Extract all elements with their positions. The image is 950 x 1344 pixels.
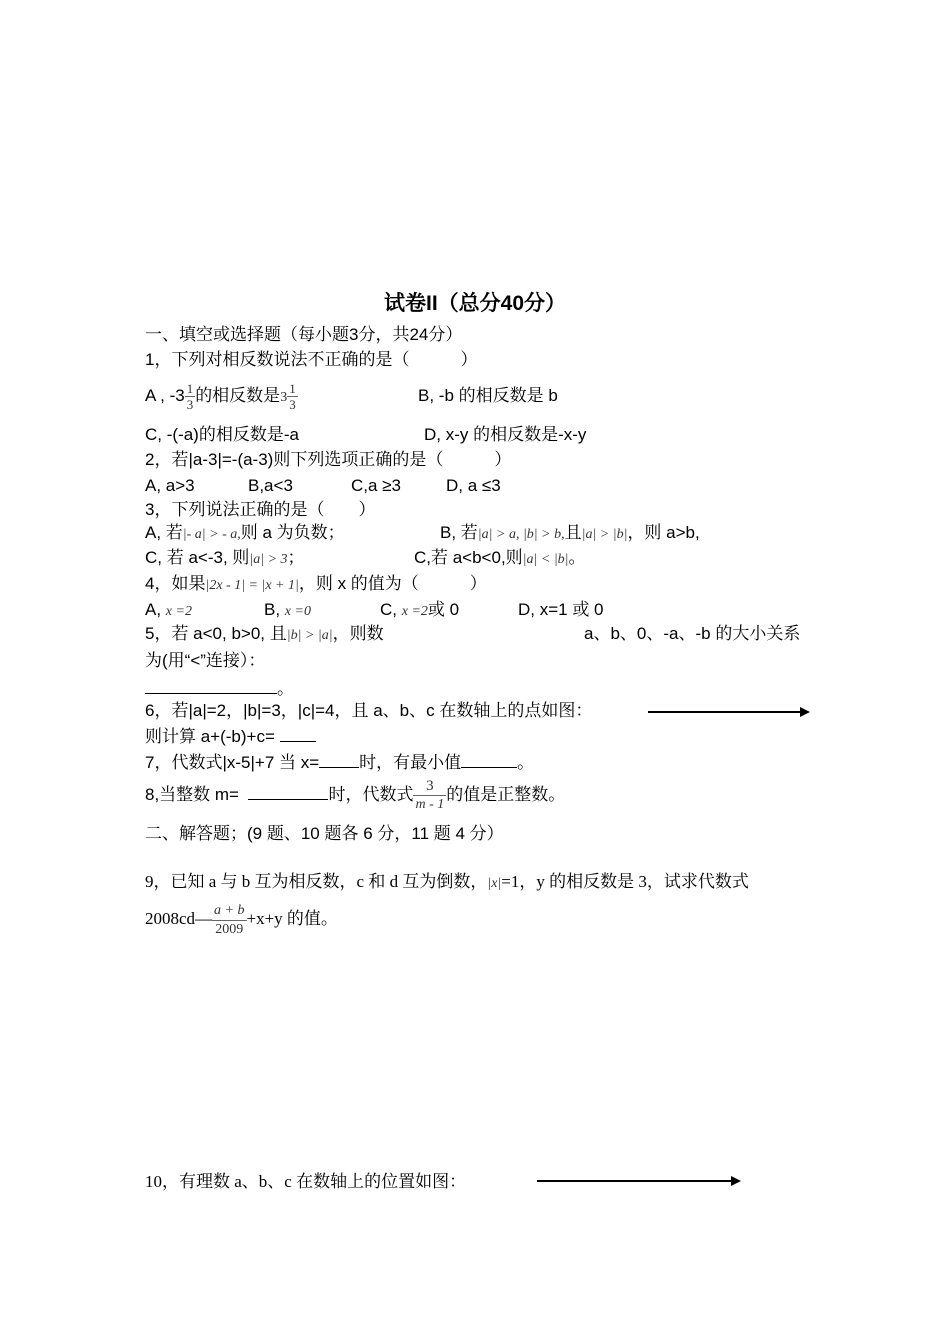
- q3-c-prefix: C, 若 a<-3, 则: [145, 548, 250, 567]
- q8-frac-den: m - 1: [415, 797, 445, 813]
- q3-d-prefix: C,若 a<b<0,则: [414, 548, 523, 567]
- q4-c-suffix: 或 0: [427, 600, 460, 619]
- q3-c-math: |a| > 3: [249, 552, 288, 567]
- q7-prefix: 7，代数式|x-5|+7 当 x=: [145, 753, 320, 772]
- q6-prompt: 则计算 a+(-b)+c=: [145, 727, 275, 746]
- question-10: 10，有理数 a、b、c 在数轴上的位置如图：: [145, 1172, 467, 1191]
- question-6-line-2: [145, 724, 316, 748]
- number-line-arrow-q6: [648, 711, 808, 713]
- question-5-line-1: [145, 623, 384, 647]
- q3-a-math: |- a| > - a,: [182, 527, 241, 542]
- question-1-option-d: D, x-y 的相反数是-x-y: [424, 425, 587, 444]
- q5-end: 。: [277, 679, 294, 698]
- q8-mid: 时，代数式: [328, 785, 414, 804]
- q3-d-math: |a| < |b|: [522, 552, 569, 567]
- question-2-stem: 2，若|a-3|=-(a-3)则下列选项正确的是（ ）: [145, 450, 512, 469]
- question-3-option-a: [145, 522, 345, 546]
- q8-prefix: 8,当整数 m=: [145, 785, 239, 804]
- q8-fraction: [413, 777, 446, 814]
- q3-a-prefix: A, 若: [145, 523, 183, 542]
- question-1-option-c: C, -(-a)的相反数是-a: [145, 425, 299, 444]
- question-1-option-a: [145, 379, 298, 415]
- q5-suffix: ，则数: [332, 624, 384, 643]
- question-4-option-b: [264, 599, 311, 623]
- question-4-stem: [145, 573, 487, 597]
- q9-line2-suffix: +x+y 的值。: [246, 909, 338, 928]
- question-4-option-a: [145, 599, 192, 623]
- q9-frac-den: 2009: [212, 920, 246, 939]
- q9-frac-num: a + b: [214, 902, 245, 918]
- q8-m-blank[interactable]: [248, 775, 328, 800]
- q3-a-suffix: 则 a 为负数；: [240, 523, 345, 542]
- question-2-option-c: C,a ≥3: [351, 476, 401, 495]
- q4-c-prefix: C,: [380, 600, 397, 619]
- q9-suffix: =1，y 的相反数是 3，试求代数式: [501, 872, 749, 891]
- q1-a-frac2-num: 1: [289, 381, 296, 397]
- q5-math: |b| > |a|: [286, 628, 333, 643]
- question-5-line-1-right: a、b、0、-a、-b 的大小关系: [584, 624, 801, 643]
- q4-stem-math: |2x - 1| = |x + 1|: [205, 578, 299, 593]
- q3-b-prefix: B, 若: [440, 523, 478, 542]
- q5-answer-blank[interactable]: [145, 676, 277, 694]
- question-9-line-1: [145, 871, 749, 895]
- q7-end: 。: [517, 753, 535, 772]
- question-6-line-1: 6，若|a|=2，|b|=3，|c|=4，且 a、b、c 在数轴上的点如图：: [145, 701, 593, 720]
- question-5-answer-line: [145, 676, 294, 700]
- question-8: [145, 775, 565, 815]
- q7-min-blank[interactable]: [461, 750, 517, 768]
- q1-a-fraction: [185, 381, 196, 412]
- q7-mid: 时，有最小值: [359, 753, 462, 772]
- q4-b-math: x =0: [284, 604, 311, 619]
- question-4-option-c: [380, 599, 459, 623]
- q8-suffix: 的值是正整数。: [446, 785, 566, 804]
- q9-fraction: [212, 902, 246, 939]
- q1-a-mid: 的相反数是: [195, 386, 281, 405]
- q4-c-math: x =2: [401, 604, 428, 619]
- q1-a-frac-den: 3: [186, 397, 194, 413]
- question-3-option-c: [145, 547, 305, 571]
- q4-b-prefix: B,: [264, 600, 281, 619]
- question-3-stem: 3，下列说法正确的是（ ）: [145, 500, 376, 519]
- q6-answer-blank[interactable]: [280, 724, 316, 742]
- question-2-option-b: B,a<3: [248, 476, 293, 495]
- question-3-option-d: [414, 547, 586, 571]
- question-9-line-2: [145, 898, 338, 940]
- q3-b-math-2: |a| > |b|: [581, 527, 628, 542]
- number-line-arrow-q10: [537, 1180, 739, 1182]
- question-3-option-b: [440, 522, 700, 546]
- q3-d-suffix: 。: [568, 548, 586, 567]
- q1-a-int: 3: [280, 390, 288, 405]
- q9-math: |x|: [487, 876, 502, 891]
- q3-b-math: |a| > a, |b| > b,: [477, 527, 565, 542]
- section-1-heading: 一、填空或选择题（每小题3分，共24分）: [145, 325, 463, 344]
- q8-frac-num: 3: [426, 778, 434, 795]
- question-1-option-b: B, -b 的相反数是 b: [418, 386, 558, 405]
- q4-a-prefix: A,: [145, 600, 162, 619]
- question-5-line-2: 为(用“<”连接）：: [145, 651, 266, 670]
- q9-line2-prefix: 2008cd—: [145, 909, 213, 928]
- q4-stem-suffix: ，则 x 的值为（ ）: [298, 574, 487, 593]
- question-1-stem: 1，下列对相反数说法不正确的是（ ）: [145, 350, 478, 369]
- q3-c-suffix: ；: [287, 548, 305, 567]
- q3-b-suffix: ，则 a>b,: [627, 523, 700, 542]
- q5-prefix: 5，若 a<0, b>0, 且: [145, 624, 287, 643]
- q1-a-prefix: A , -3: [145, 386, 185, 405]
- question-7: [145, 750, 534, 774]
- q1-a-frac-num: 1: [186, 381, 194, 397]
- question-2-option-d: D, a ≤3: [446, 476, 501, 495]
- question-2-option-a: A, a>3: [145, 476, 195, 495]
- q1-a-frac2-den: 3: [289, 397, 296, 413]
- q4-stem-prefix: 4，如果: [145, 574, 206, 593]
- q7-x-blank[interactable]: [319, 750, 359, 768]
- page-title: 试卷II（总分40分）: [383, 292, 567, 315]
- q9-prefix: 9，已知 a 与 b 互为相反数，c 和 d 互为倒数，: [145, 872, 488, 891]
- section-2-heading: 二、解答题；(9 题、10 题各 6 分，11 题 4 分）: [145, 824, 504, 843]
- question-4-option-d: D, x=1 或 0: [518, 600, 604, 619]
- q1-a-fraction-2: [287, 381, 298, 412]
- q3-b-mid: 且: [564, 523, 582, 542]
- q4-a-math: x =2: [165, 604, 192, 619]
